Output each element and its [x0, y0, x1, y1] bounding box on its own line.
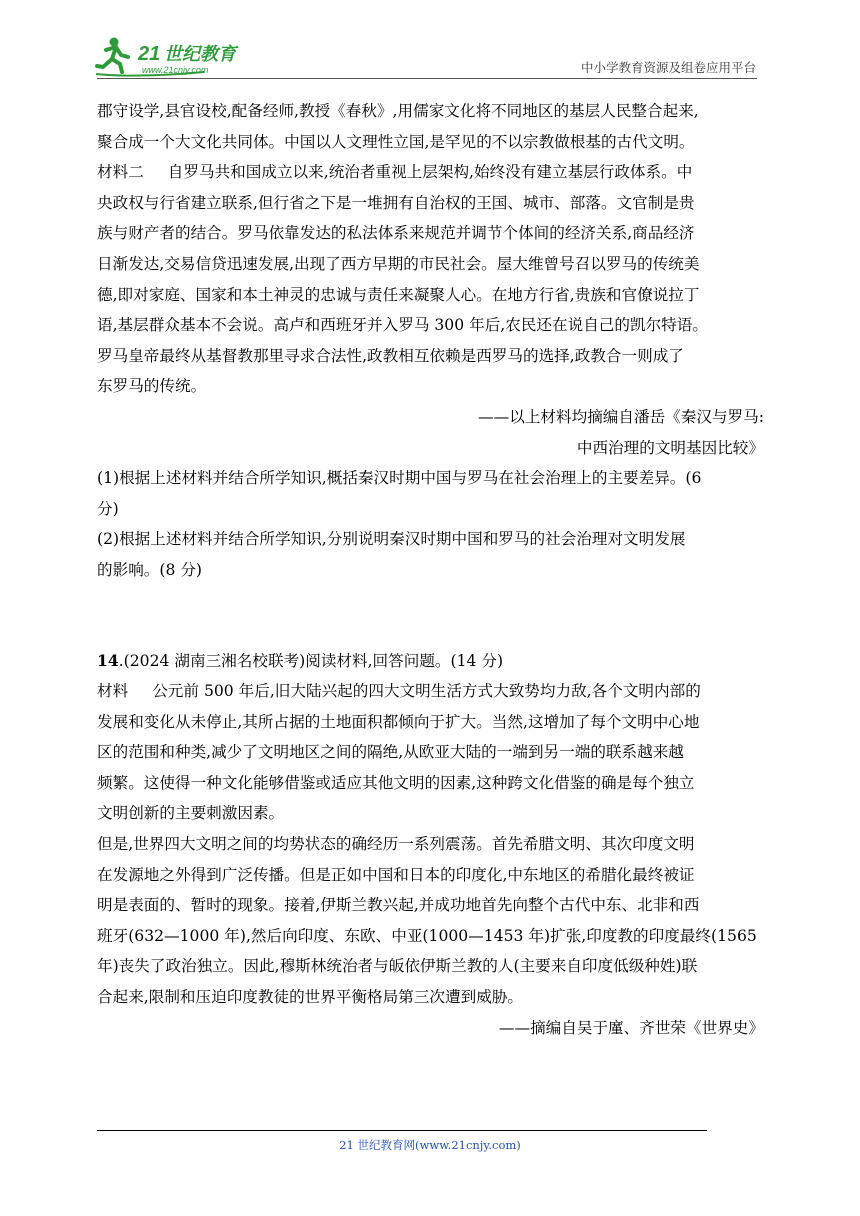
q14-para1-first: 公元前 500 年后,旧大陆兴起的四大文明生活方式大致势均力敌,各个文明内部的 — [152, 682, 701, 701]
q14-para1-line: 区的范围和种类,减少了文明地区之间的隔绝,从欧亚大陆的一端到另一端的联系越来越 — [97, 743, 684, 762]
svg-text:世纪教育: 世纪教育 — [164, 44, 236, 65]
q14-para2-line: 但是,世界四大文明之间的均势状态的确经历一系列震荡。首先希腊文明、其次印度文明 — [97, 835, 695, 854]
q14-citation: ——摘编自吴于廑、齐世荣《世界史》 — [498, 1018, 764, 1037]
material2-line: 罗马皇帝最终从基督教那里寻求合法性,政教相互依赖是西罗马的选择,政教合一则成了 — [97, 346, 684, 365]
document-body — [97, 96, 764, 1043]
q14-para2-line: 年)丧失了政治独立。因此,穆斯林统治者与皈依伊斯兰教的人(主要来自印度低级种姓)联 — [97, 957, 698, 976]
material2-line: 东罗马的传统。 — [97, 377, 207, 396]
material2-line — [97, 157, 764, 188]
material2-line: 语,基层群众基本不会说。高卢和西班牙并入罗马 300 年后,农民还在说自己的凯尔特语。 — [97, 316, 708, 335]
material2-line: 日渐发达,交易信贷迅速发展,出现了西方早期的市民社会。屋大维曾号召以罗马的传统美 — [97, 254, 700, 273]
q14-material-label: 材料 — [97, 682, 129, 701]
q14-para1-line: 文明创新的主要刺激因素。 — [97, 804, 285, 823]
material2-citation: 中西治理的文明基因比较》 — [576, 438, 764, 457]
site-logo[interactable] — [94, 34, 264, 78]
material2-citation: ——以上材料均摘编自潘岳《秦汉与罗马: — [478, 407, 764, 426]
q14-para2-line: 班牙(632—1000 年),然后向印度、东欧、中亚(1000—1453 年)扩张,印度教的印度最终(1565 — [97, 926, 757, 945]
question-13-1-cont: 分) — [97, 499, 119, 518]
q14-para1-line: 频繁。这使得一种文化能够借鉴或适应其他文明的因素,这种跨文化借鉴的确是每个独立 — [97, 773, 695, 792]
page-header — [0, 0, 860, 84]
footer-divider — [97, 1130, 707, 1131]
q14-material-line — [97, 676, 764, 707]
question-13-2-cont: 的影响。(8 分) — [97, 560, 203, 579]
material2-label: 材料二 — [97, 163, 144, 182]
material1-line: 郡守设学,县官设校,配备经师,教授《春秋》,用儒家文化将不同地区的基层人民整合起来, — [97, 102, 699, 120]
svg-text:21: 21 — [138, 43, 161, 65]
runner-logo-icon — [94, 34, 264, 78]
answer-space — [97, 586, 764, 646]
question-13-2: (2)根据上述材料并结合所学知识,分别说明秦汉时期中国和罗马的社会治理对文明发展 — [97, 530, 686, 549]
q14-para2-line: 合起来,限制和压迫印度教徒的世界平衡格局第三次遭到威胁。 — [97, 988, 523, 1007]
question-14-heading — [97, 646, 764, 677]
q14-para2-line: 明是表面的、暂时的现象。接着,伊斯兰教兴起,并成功地首先向整个古代中东、北非和西 — [97, 896, 700, 915]
header-divider — [97, 78, 757, 79]
material2-line: 央政权与行省建立联系,但行省之下是一堆拥有自治权的王国、城市、部落。文官制是贵 — [97, 193, 695, 212]
material2-first-line: 自罗马共和国成立以来,统治者重视上层架构,始终没有建立基层行政体系。中 — [167, 163, 693, 182]
svg-text:www.21cnjy.com: www.21cnjy.com — [142, 65, 209, 75]
q14-para1-line: 发展和变化从未停止,其所占据的土地面积都倾向于扩大。当然,这增加了每个文明中心地 — [97, 712, 700, 731]
question-number: 14 — [97, 650, 119, 670]
material2-line: 德,即对家庭、国家和本土神灵的忠诚与责任来凝聚人心。在地方行省,贵族和官僚说拉丁 — [97, 285, 700, 304]
material2-line: 族与财产者的结合。罗马依靠发达的私法体系来规范并调节个体间的经济关系,商品经济 — [97, 224, 695, 243]
footer-link[interactable]: 21 世纪教育网(www.21cnjy.com) — [339, 1138, 521, 1152]
question-13-1: (1)根据上述材料并结合所学知识,概括秦汉时期中国与罗马在社会治理上的主要差异。(6 — [97, 469, 702, 488]
platform-title: 中小学教育资源及组卷应用平台 — [580, 60, 756, 75]
q14-para2-line: 在发源地之外得到广泛传播。但是正如中国和日本的印度化,中东地区的希腊化最终被证 — [97, 865, 695, 884]
material1-line: 聚合成一个大文化共同体。中国以人文理性立国,是罕见的不以宗教做根基的古代文明。 — [97, 132, 695, 151]
question-title: .(2024 湖南三湘名校联考)阅读材料,回答问题。(14 分) — [118, 651, 504, 670]
